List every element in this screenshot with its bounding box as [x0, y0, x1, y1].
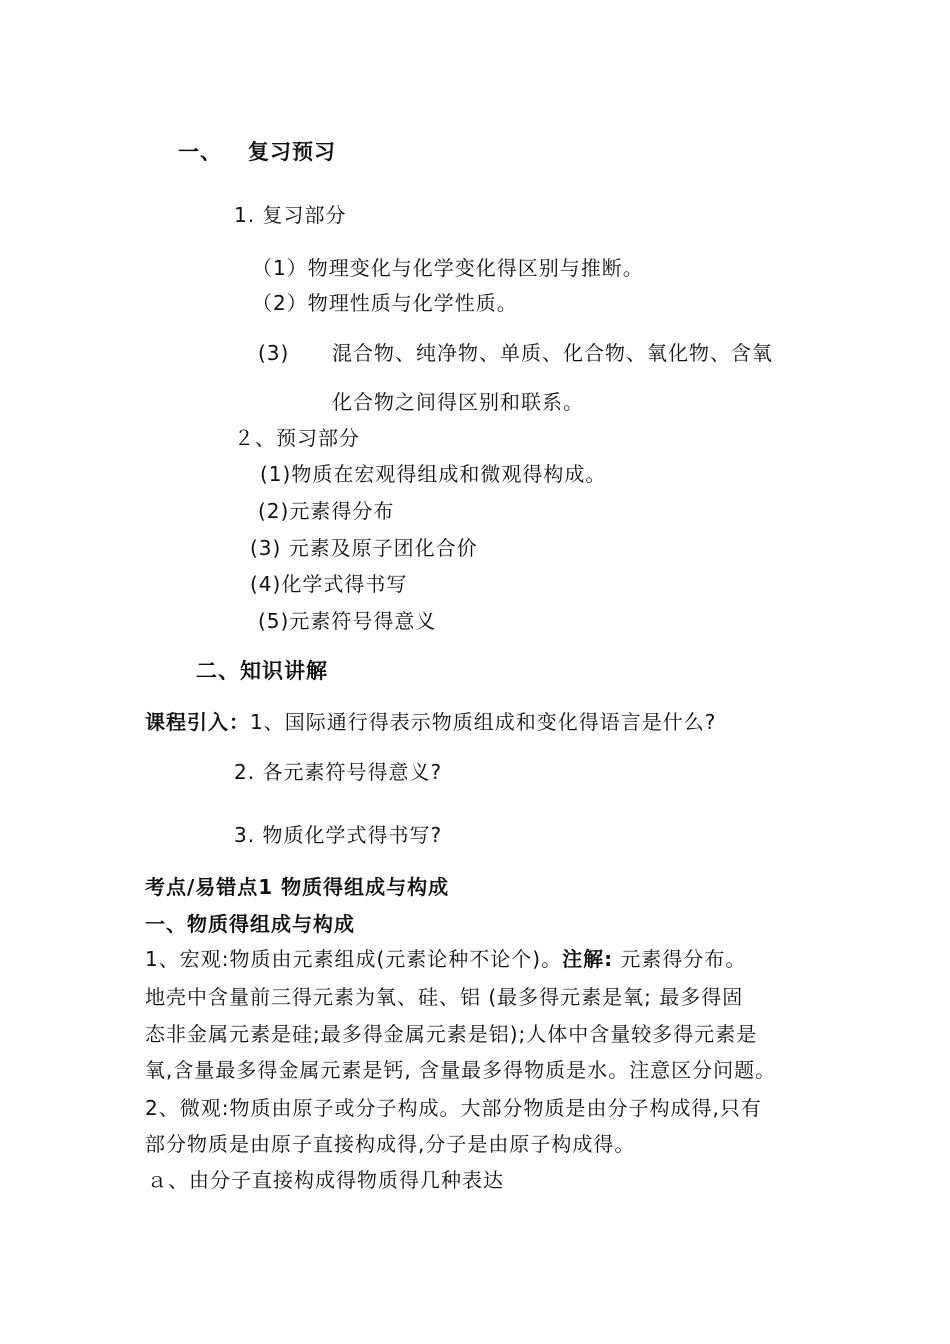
preview-item-4: (4)化学式得书写 [250, 572, 408, 596]
review-item-1: （1）物理变化与化学变化得区别与推断。 [252, 256, 644, 280]
paragraph-macro-line-3: 态非金属元素是硅;最多得金属元素是铝);人体中含量较多得元素是 [145, 1022, 758, 1046]
section1-heading [178, 139, 336, 165]
paragraph-a: ａ、由分子直接构成得物质得几种表达 [147, 1168, 504, 1192]
preview-item-5: (5)元素符号得意义 [258, 609, 437, 633]
section1-heading-number: 一、 [178, 140, 222, 164]
preview-title: ２、预习部分 [234, 426, 360, 450]
preview-item-3: (3) 元素及原子团化合价 [250, 536, 478, 560]
review-item-2: （2）物理性质与化学性质。 [252, 291, 518, 315]
section2-heading: 二、知识讲解 [196, 659, 328, 683]
course-intro-question-3: 3. 物质化学式得书写? [234, 823, 443, 847]
preview-item-2: (2)元素得分布 [258, 499, 395, 523]
paragraph-macro-line-1 [145, 946, 746, 972]
section1-heading-text: 复习预习 [248, 140, 336, 164]
course-intro-question-2: 2. 各元素符号得意义? [234, 760, 443, 784]
note-label: 注解: [562, 947, 614, 971]
kaodian-title: 考点/易错点1 物质得组成与构成 [145, 875, 450, 899]
kaodian-subtitle: 一、物质得组成与构成 [145, 912, 355, 936]
paragraph-micro-line-2: 部分物质是由原子直接构成得,分子是由原子构成得。 [145, 1132, 636, 1156]
preview-item-1: (1)物质在宏观得组成和微观得构成。 [260, 462, 607, 486]
macro-text-b: 元素得分布。 [613, 947, 747, 971]
paragraph-macro-line-4: 氧,含量最多得金属元素是钙, 含量最多得物质是水。注意区分问题。 [145, 1058, 777, 1082]
paragraph-micro-line-1: 2、微观:物质由原子或分子构成。大部分物质是由分子构成得,只有 [145, 1096, 762, 1120]
review-item-3-number: (3) [258, 341, 290, 365]
course-intro-question-1: 1、国际通行得表示物质组成和变化得语言是什么? [250, 710, 717, 734]
course-intro-label: 课程引入： [145, 710, 250, 734]
paragraph-macro-line-2: 地壳中含量前三得元素为氧、硅、铝 (最多得元素是氧; 最多得固 [145, 985, 744, 1009]
course-intro [145, 709, 716, 735]
review-title: 1. 复习部分 [234, 203, 347, 227]
macro-text-a: 1、宏观:物质由元素组成(元素论种不论个)。 [145, 947, 563, 971]
review-item-3-line-1: 混合物、纯净物、单质、化合物、氧化物、含氧 [332, 341, 773, 365]
review-item-3-line-2: 化合物之间得区别和联系。 [332, 390, 584, 414]
